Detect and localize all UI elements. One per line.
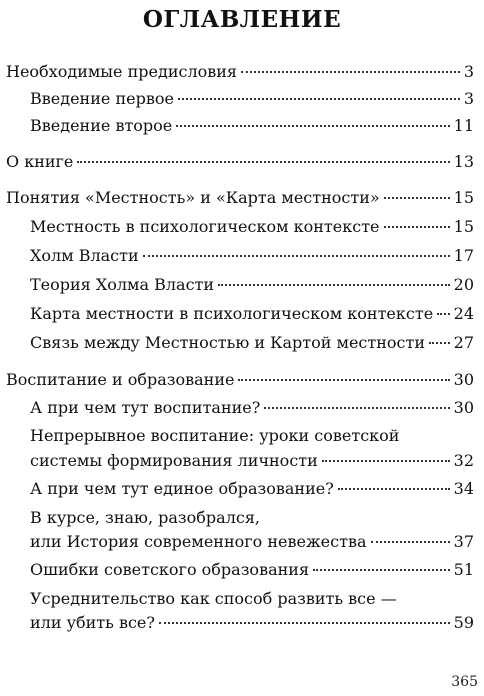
toc-entry[interactable] [30, 246, 474, 266]
dot-leader [384, 197, 450, 199]
dot-leader [159, 622, 450, 624]
toc-entry-label-line1: В курсе, знаю, разобрался, [30, 508, 260, 527]
toc-entry-page: 51 [453, 560, 474, 579]
toc-entry[interactable] [30, 560, 474, 580]
toc-entry-label: Местность в психологическом контексте [30, 217, 380, 236]
toc-entry-page: 17 [453, 246, 474, 265]
page-number: 365 [451, 674, 478, 690]
dot-leader [313, 569, 450, 571]
toc-entry[interactable] [30, 116, 474, 136]
toc-entry-page: 27 [453, 333, 474, 352]
toc-entry-page: 34 [453, 479, 474, 498]
dot-leader [437, 313, 449, 315]
dot-leader [429, 342, 450, 344]
toc-entry-label: А при чем тут воспитание? [30, 398, 261, 417]
toc-entry[interactable] [30, 304, 474, 324]
toc-heading: ОГЛАВЛЕНИЕ [142, 6, 342, 33]
toc-entry-page: 20 [453, 275, 474, 294]
dot-leader [178, 98, 460, 100]
toc-entry-label: Холм Власти [30, 246, 139, 265]
toc-entry-page: 13 [453, 152, 474, 171]
toc-entry[interactable] [6, 152, 474, 172]
toc-entry-label: Ошибки советского образования [30, 560, 310, 579]
dot-leader [77, 161, 449, 163]
toc-entry-label-line1: Непрерывное воспитание: уроки советской [30, 426, 400, 445]
toc-entry-page: 59 [453, 613, 474, 632]
toc-entry[interactable] [6, 370, 474, 390]
toc-entry-label: Связь между Местностью и Картой местности [30, 333, 425, 352]
toc-entry-page: 15 [453, 188, 474, 207]
toc-entry-label-line1: Усреднительство как способ развить все — [30, 589, 397, 608]
dot-leader [371, 541, 450, 543]
dot-leader [322, 460, 450, 462]
toc-entry[interactable] [30, 613, 474, 633]
dot-leader [143, 255, 450, 257]
toc-entry-page: 37 [453, 532, 474, 551]
toc-entry-page: 3 [463, 62, 474, 81]
toc-entry-label: А при чем тут единое образование? [30, 479, 334, 498]
toc-entry-label: Понятия «Местность» и «Карта местности» [6, 188, 380, 207]
toc-entry[interactable] [30, 398, 474, 418]
toc-entry[interactable] [30, 479, 474, 499]
toc-entry[interactable] [30, 217, 474, 237]
dot-leader [238, 379, 449, 381]
toc-entry[interactable] [6, 188, 474, 208]
toc-entry-label: Теория Холма Власти [30, 275, 215, 294]
toc-entry-page: 30 [453, 370, 474, 389]
dot-leader [338, 488, 450, 490]
toc-entry-label: Введение первое [30, 89, 174, 108]
toc-entry-label: или убить все? [30, 613, 155, 632]
dot-leader [176, 125, 449, 127]
toc-entry-page: 11 [453, 116, 474, 135]
toc-entry[interactable] [30, 532, 474, 552]
toc-entry-label: или История современного невежества [30, 532, 367, 551]
toc-entry-label: О книге [6, 152, 74, 171]
toc-entry-label: Необходимые предисловия [6, 62, 238, 81]
toc-entry[interactable] [6, 62, 474, 82]
toc-entry-page: 24 [453, 304, 474, 323]
dot-leader [384, 226, 450, 228]
toc-entry-label: системы формирования личности [30, 451, 318, 470]
toc-entry-page: 3 [463, 89, 474, 108]
dot-leader [241, 71, 460, 73]
toc-entry[interactable] [30, 89, 474, 109]
toc-entry-label: Карта местности в психологическом контексте [30, 304, 434, 323]
dot-leader [264, 407, 449, 409]
toc-entry-page: 30 [453, 398, 474, 417]
toc-entry-label: Введение второе [30, 116, 173, 135]
toc-entry-page: 15 [453, 217, 474, 236]
toc-entry-page: 32 [453, 451, 474, 470]
toc-entry-label: Воспитание и образование [6, 370, 235, 389]
toc-entry[interactable] [30, 333, 474, 353]
dot-leader [218, 284, 450, 286]
toc-entry[interactable] [30, 451, 474, 471]
toc-entry[interactable] [30, 275, 474, 295]
